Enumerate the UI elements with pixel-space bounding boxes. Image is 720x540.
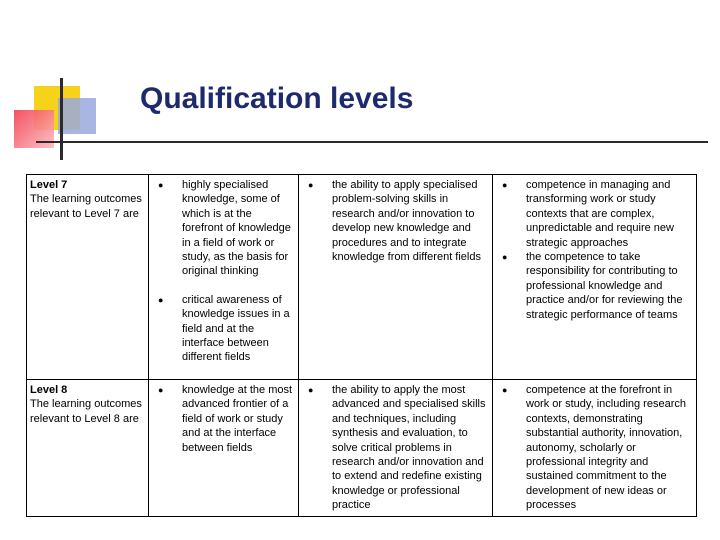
level-title: Level 7 — [30, 179, 68, 191]
table-row — [27, 380, 697, 517]
bullet-icon: ● — [502, 180, 508, 190]
list-item — [152, 383, 295, 455]
knowledge-cell — [149, 175, 299, 380]
table-row — [27, 175, 697, 380]
list-item — [152, 293, 295, 365]
knowledge-text: highly specialised knowledge, some of which is at the forefront of knowledge in a field of work or study, as the basis for original thinking — [182, 179, 291, 278]
skills-text: the ability to apply the most advanced and specialised skills and techniques, including synthesis and evaluation, to solve critical problems in research and/or innovation and to extend and redefine existing knowledge or professional practice — [332, 384, 486, 512]
level-cell — [27, 380, 149, 517]
list-item — [496, 383, 693, 513]
list-item — [496, 250, 693, 322]
bullet-icon: ● — [158, 385, 164, 395]
skills-cell — [299, 175, 493, 380]
list-item — [152, 178, 295, 279]
skills-cell — [299, 380, 493, 517]
title-underline — [100, 141, 708, 143]
competence-cell — [493, 380, 697, 517]
bullet-icon: ● — [158, 294, 164, 305]
list-item — [302, 383, 489, 513]
bullet-icon: ● — [308, 180, 314, 190]
knowledge-text: critical awareness of knowledge issues in a field and at the interface between different fields — [182, 293, 290, 364]
competence-text: competence at the forefront in work or study, including research contexts, demonstrating substantial authority, innovation, autonomy, scholarly or professional integrity and sustained commitment to the development of new ideas or processes — [526, 384, 686, 512]
list-item — [302, 178, 489, 264]
bullet-icon: ● — [502, 385, 508, 395]
bullet-icon: ● — [308, 385, 314, 395]
decorative-logo — [0, 0, 150, 170]
list-item — [496, 178, 693, 250]
level-description: The learning outcomes relevant to Level 7 are — [30, 193, 142, 220]
logo-blue-square — [58, 98, 96, 134]
logo-vertical-line — [60, 78, 63, 160]
competence-text: competence in managing and transforming work or study contexts that are complex, unpredictable and require new strategic approaches — [526, 179, 674, 249]
knowledge-cell — [149, 380, 299, 517]
bullet-icon: ● — [158, 180, 164, 190]
level-cell — [27, 175, 149, 380]
skills-text: the ability to apply specialised problem-solving skills in research and/or innovation to develop new knowledge and procedures and to integrate knowledge from different fields — [332, 179, 481, 264]
competence-text: the competence to take responsibility for contributing to professional knowledge and practice and/or for reviewing the strategic performance of teams — [526, 251, 683, 321]
qualification-table — [26, 174, 697, 517]
level-description: The learning outcomes relevant to Level 8 are — [30, 398, 142, 425]
knowledge-text: knowledge at the most advanced frontier of a field of work or study and at the interface between fields — [182, 384, 293, 454]
competence-cell — [493, 175, 697, 380]
bullet-icon: ● — [502, 252, 508, 263]
page-title: Qualification levels — [140, 82, 414, 115]
level-title: Level 8 — [30, 384, 68, 396]
